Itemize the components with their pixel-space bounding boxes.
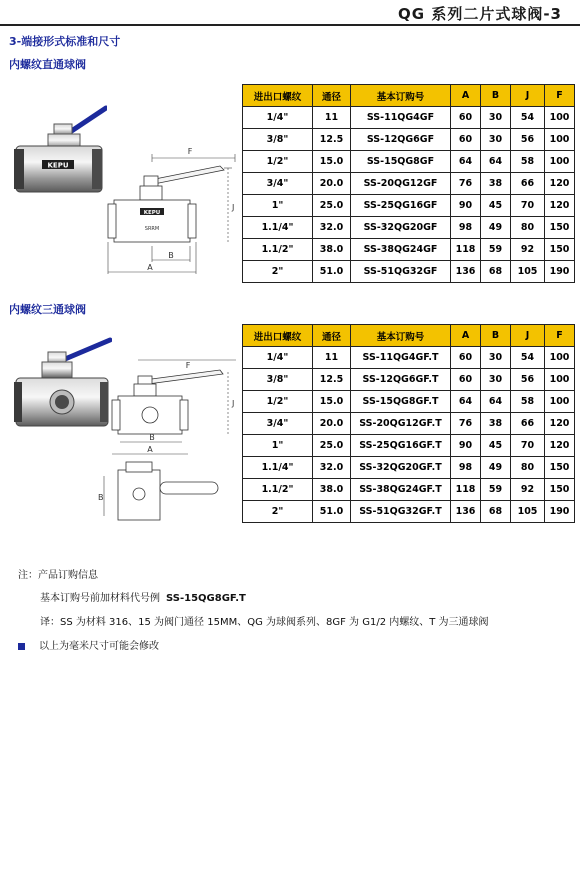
page-title: QG 系列二片式球阀-3 bbox=[398, 5, 562, 23]
table-cell: 45 bbox=[481, 435, 511, 457]
table-cell: 3/8" bbox=[243, 129, 313, 151]
table-cell: 49 bbox=[481, 217, 511, 239]
table-cell: 30 bbox=[481, 369, 511, 391]
table-cell: 1" bbox=[243, 195, 313, 217]
table-row bbox=[243, 217, 575, 239]
square-bullet-icon bbox=[18, 643, 25, 650]
table-row bbox=[243, 107, 575, 129]
table-cell: 105 bbox=[511, 261, 545, 283]
table-cell: 3/8" bbox=[243, 369, 313, 391]
table-cell: 100 bbox=[545, 129, 575, 151]
table-cell: 60 bbox=[451, 107, 481, 129]
table-cell: 66 bbox=[511, 173, 545, 195]
table-cell: 105 bbox=[511, 501, 545, 523]
table-cell: 136 bbox=[451, 261, 481, 283]
table-row bbox=[243, 479, 575, 501]
table-cell: SS-20QG12GF bbox=[351, 173, 451, 195]
table-cell: 150 bbox=[545, 217, 575, 239]
column-header: 进出口螺纹 bbox=[243, 85, 313, 107]
table-cell: 64 bbox=[481, 391, 511, 413]
table-cell: 59 bbox=[481, 239, 511, 261]
table-row bbox=[243, 369, 575, 391]
table-cell: 70 bbox=[511, 435, 545, 457]
column-header: 基本订购号 bbox=[351, 85, 451, 107]
table-cell: 15.0 bbox=[313, 391, 351, 413]
dim-label-f: F bbox=[187, 147, 193, 156]
table-cell: 51.0 bbox=[313, 261, 351, 283]
table-cell: 56 bbox=[511, 369, 545, 391]
column-header: 进出口螺纹 bbox=[243, 325, 313, 347]
table-cell: SS-38QG24GF bbox=[351, 239, 451, 261]
table-cell: 11 bbox=[313, 107, 351, 129]
column-header: J bbox=[511, 325, 545, 347]
table-cell: 54 bbox=[511, 107, 545, 129]
section-heading: 3-端接形式标准和尺寸 bbox=[9, 35, 121, 48]
column-header: 通径 bbox=[313, 85, 351, 107]
table-cell: 2" bbox=[243, 261, 313, 283]
table-cell: 30 bbox=[481, 347, 511, 369]
column-header: 通径 bbox=[313, 325, 351, 347]
dim-label-f: F bbox=[185, 361, 191, 370]
table-row bbox=[243, 457, 575, 479]
table-cell: 64 bbox=[451, 151, 481, 173]
column-header: 基本订购号 bbox=[351, 325, 451, 347]
dim-label-b: B bbox=[168, 251, 174, 260]
table-cell: 51.0 bbox=[313, 501, 351, 523]
column-header: F bbox=[545, 325, 575, 347]
table-cell: 38 bbox=[481, 173, 511, 195]
table-header-row bbox=[243, 325, 575, 347]
table-cell: SS-11QG4GF.T bbox=[351, 347, 451, 369]
table-cell: 1.1/2" bbox=[243, 479, 313, 501]
disclaimer-text: 以上为毫米尺寸可能会修改 bbox=[39, 641, 159, 652]
table-cell: 120 bbox=[545, 413, 575, 435]
order-code-text: 基本订购号前加材料代号例 bbox=[40, 593, 160, 604]
table-row bbox=[243, 347, 575, 369]
table-cell: SS-38QG24GF.T bbox=[351, 479, 451, 501]
table-cell: 30 bbox=[481, 107, 511, 129]
table-cell: 98 bbox=[451, 217, 481, 239]
table-cell: 76 bbox=[451, 173, 481, 195]
dimension-disclaimer bbox=[18, 637, 159, 652]
note-title: 注：产品订购信息 bbox=[18, 570, 98, 581]
table-cell: 98 bbox=[451, 457, 481, 479]
dim-label-j: J bbox=[232, 203, 235, 212]
table-cell: 190 bbox=[545, 261, 575, 283]
table-cell: 56 bbox=[511, 129, 545, 151]
table-cell: 120 bbox=[545, 173, 575, 195]
table-row bbox=[243, 391, 575, 413]
table-cell: 15.0 bbox=[313, 151, 351, 173]
table-header-row bbox=[243, 85, 575, 107]
table-cell: 58 bbox=[511, 391, 545, 413]
table-cell: 49 bbox=[481, 457, 511, 479]
table-cell: 12.5 bbox=[313, 369, 351, 391]
table-cell: 100 bbox=[545, 369, 575, 391]
table-cell: SS-12QG6GF.T bbox=[351, 369, 451, 391]
table-cell: 60 bbox=[451, 347, 481, 369]
table-cell: 80 bbox=[511, 457, 545, 479]
table-cell: 12.5 bbox=[313, 129, 351, 151]
table-cell: 38.0 bbox=[313, 479, 351, 501]
table-row bbox=[243, 501, 575, 523]
order-code-explanation: 译：SS 为材料 316、15 为阀门通径 15MM、QG 为球阀系列、8GF 为 G1/2 内螺纹、T 为三通球阀 bbox=[40, 617, 489, 628]
table-row bbox=[243, 151, 575, 173]
table-cell: 2" bbox=[243, 501, 313, 523]
column-header: F bbox=[545, 85, 575, 107]
table-cell: 60 bbox=[451, 369, 481, 391]
table-cell: 100 bbox=[545, 151, 575, 173]
table-cell: 120 bbox=[545, 435, 575, 457]
table-cell: 118 bbox=[451, 239, 481, 261]
table-cell: SS-15QG8GF.T bbox=[351, 391, 451, 413]
table-cell: SS-20QG12GF.T bbox=[351, 413, 451, 435]
straight-valve-heading: 内螺纹直通球阀 bbox=[9, 58, 86, 71]
straight-valve-photo bbox=[12, 94, 107, 204]
order-code-note bbox=[40, 589, 246, 604]
table-row bbox=[243, 435, 575, 457]
table-cell: 54 bbox=[511, 347, 545, 369]
table-cell: 90 bbox=[451, 195, 481, 217]
dim-label-a: A bbox=[147, 263, 153, 272]
order-code-example: SS-15QG8GF.T bbox=[166, 593, 246, 604]
table-cell: 1" bbox=[243, 435, 313, 457]
table-row bbox=[243, 129, 575, 151]
table-cell: 66 bbox=[511, 413, 545, 435]
column-header: A bbox=[451, 325, 481, 347]
table-cell: 118 bbox=[451, 479, 481, 501]
threeway-valve-drawing bbox=[96, 358, 242, 528]
table-cell: 150 bbox=[545, 457, 575, 479]
table-cell: 64 bbox=[481, 151, 511, 173]
table-cell: 92 bbox=[511, 239, 545, 261]
table-cell: SS-12QG6GF bbox=[351, 129, 451, 151]
column-header: B bbox=[481, 85, 511, 107]
table-row bbox=[243, 261, 575, 283]
threeway-valve-heading: 内螺纹三通球阀 bbox=[9, 303, 86, 316]
table-cell: 25.0 bbox=[313, 195, 351, 217]
column-header: J bbox=[511, 85, 545, 107]
table-cell: SS-25QG16GF bbox=[351, 195, 451, 217]
table-row bbox=[243, 195, 575, 217]
table-cell: 1/4" bbox=[243, 347, 313, 369]
table-cell: 20.0 bbox=[313, 413, 351, 435]
table-cell: 76 bbox=[451, 413, 481, 435]
table-cell: 70 bbox=[511, 195, 545, 217]
table-cell: 45 bbox=[481, 195, 511, 217]
table-cell: 1.1/4" bbox=[243, 217, 313, 239]
table-cell: SS-25QG16GF.T bbox=[351, 435, 451, 457]
table-cell: 25.0 bbox=[313, 435, 351, 457]
table-cell: 80 bbox=[511, 217, 545, 239]
table-cell: 60 bbox=[451, 129, 481, 151]
drawing-body-mark: SRRM bbox=[144, 226, 160, 232]
dim-label-j: J bbox=[232, 399, 235, 408]
table-cell: 1.1/2" bbox=[243, 239, 313, 261]
column-header: A bbox=[451, 85, 481, 107]
table-cell: 1.1/4" bbox=[243, 457, 313, 479]
table-cell: 92 bbox=[511, 479, 545, 501]
dim-label-a: A bbox=[147, 445, 153, 454]
table-cell: 100 bbox=[545, 347, 575, 369]
table-cell: 32.0 bbox=[313, 217, 351, 239]
table-cell: 190 bbox=[545, 501, 575, 523]
table-row bbox=[243, 413, 575, 435]
table-cell: SS-32QG20GF.T bbox=[351, 457, 451, 479]
threeway-valve-spec-table bbox=[242, 324, 575, 523]
table-cell: SS-51QG32GF bbox=[351, 261, 451, 283]
table-cell: SS-32QG20GF bbox=[351, 217, 451, 239]
dim-label-b-side: B bbox=[98, 493, 104, 502]
table-row bbox=[243, 239, 575, 261]
table-cell: 150 bbox=[545, 239, 575, 261]
table-cell: 100 bbox=[545, 391, 575, 413]
table-cell: SS-15QG8GF bbox=[351, 151, 451, 173]
straight-valve-drawing bbox=[100, 138, 240, 278]
title-rule bbox=[0, 24, 580, 26]
table-cell: 58 bbox=[511, 151, 545, 173]
dim-label-b: B bbox=[149, 433, 155, 442]
table-row bbox=[243, 173, 575, 195]
table-cell: 11 bbox=[313, 347, 351, 369]
brand-mark: KEPU bbox=[47, 161, 69, 170]
table-cell: 3/4" bbox=[243, 413, 313, 435]
table-cell: 59 bbox=[481, 479, 511, 501]
drawing-brand-mark: KEPU bbox=[143, 210, 161, 216]
table-cell: 150 bbox=[545, 479, 575, 501]
table-cell: 3/4" bbox=[243, 173, 313, 195]
column-header: B bbox=[481, 325, 511, 347]
table-cell: 68 bbox=[481, 261, 511, 283]
table-cell: 1/2" bbox=[243, 391, 313, 413]
table-cell: 68 bbox=[481, 501, 511, 523]
table-cell: 90 bbox=[451, 435, 481, 457]
table-cell: 30 bbox=[481, 129, 511, 151]
table-cell: SS-51QG32GF.T bbox=[351, 501, 451, 523]
table-cell: 38.0 bbox=[313, 239, 351, 261]
table-cell: 100 bbox=[545, 107, 575, 129]
table-cell: 120 bbox=[545, 195, 575, 217]
table-cell: 1/2" bbox=[243, 151, 313, 173]
table-cell: 136 bbox=[451, 501, 481, 523]
table-cell: 64 bbox=[451, 391, 481, 413]
table-cell: 38 bbox=[481, 413, 511, 435]
table-cell: 32.0 bbox=[313, 457, 351, 479]
table-cell: 1/4" bbox=[243, 107, 313, 129]
straight-valve-spec-table bbox=[242, 84, 575, 283]
table-cell: 20.0 bbox=[313, 173, 351, 195]
table-cell: SS-11QG4GF bbox=[351, 107, 451, 129]
